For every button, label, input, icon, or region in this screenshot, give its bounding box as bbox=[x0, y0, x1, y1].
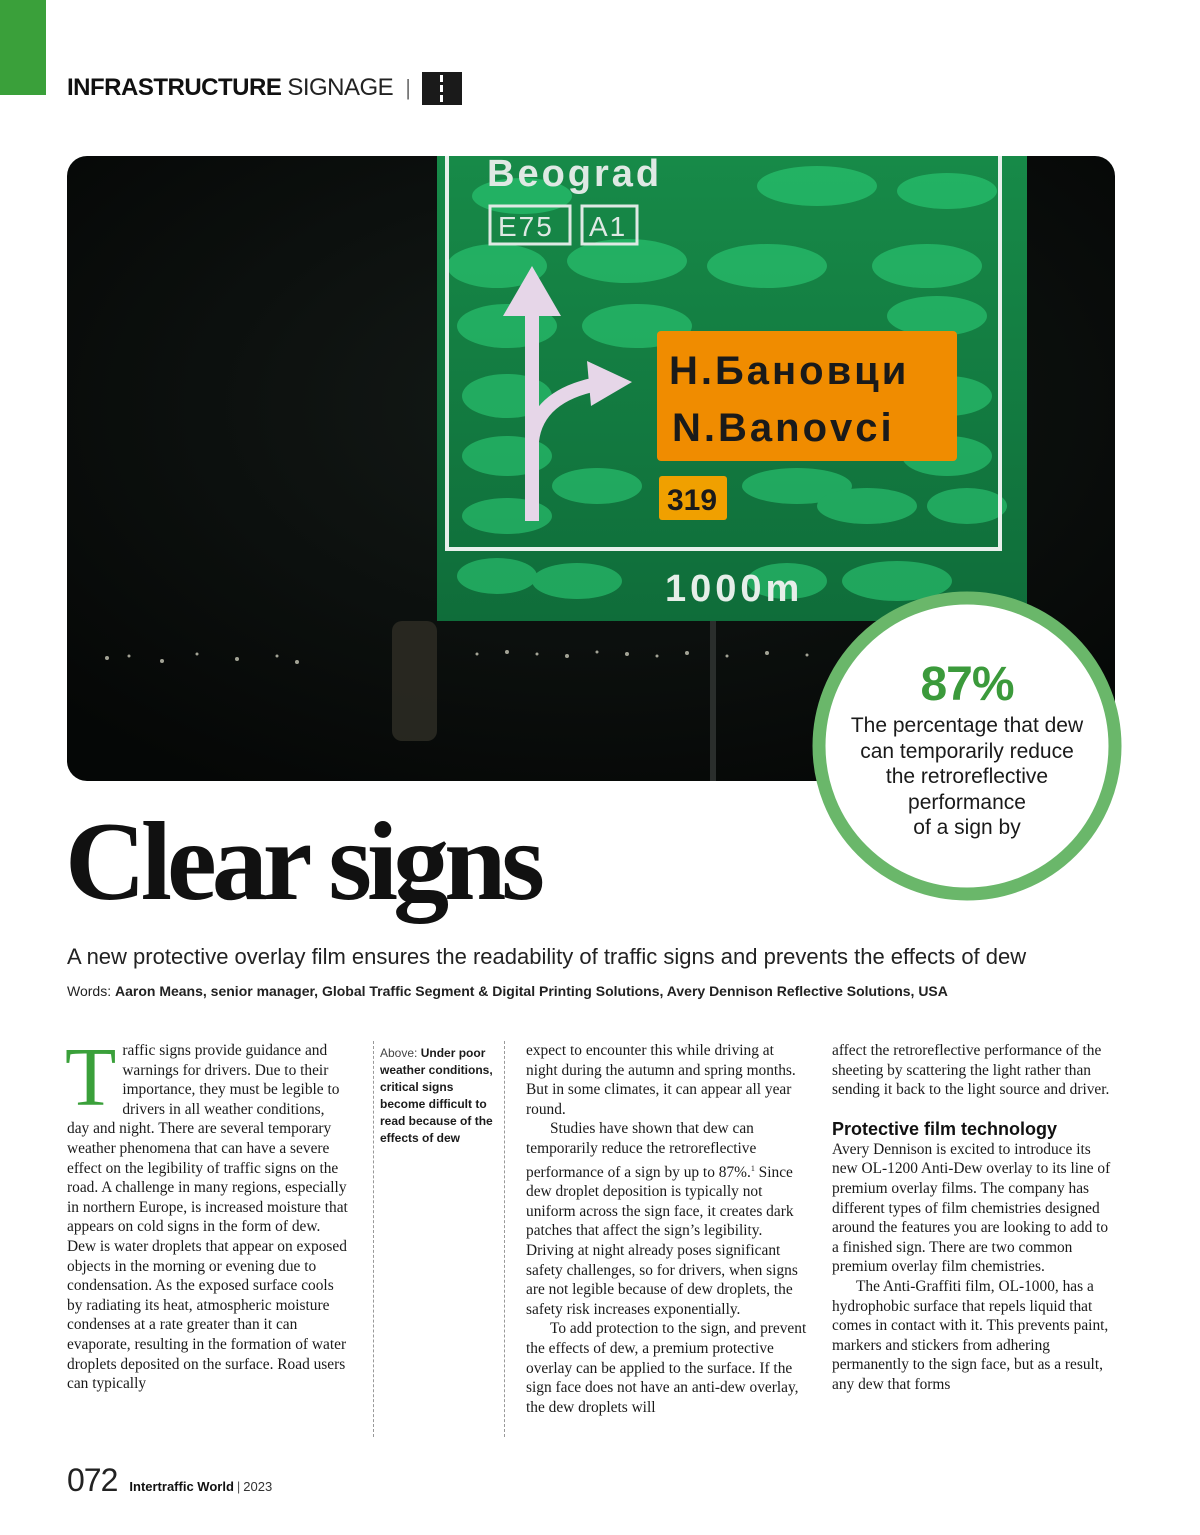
section-subhead: Protective film technology bbox=[832, 1118, 1058, 1139]
subsection-name: SIGNAGE bbox=[287, 74, 394, 101]
sign-distance: 1000m bbox=[665, 568, 804, 610]
body-paragraph: expect to encounter this while driving at night during the autumn and spring months. But in some climates, it can appear all year round. bbox=[526, 1042, 796, 1118]
header-separator: | bbox=[405, 75, 411, 100]
section-header bbox=[67, 72, 462, 104]
section-color-tab bbox=[0, 0, 46, 95]
stat-description: The percentage that dew can temporarily reduce the retroreflective performance of a sign by bbox=[850, 714, 1084, 839]
body-paragraph: To add protection to the sign, and prevent the effects of dew, a premium protective overlay can be applied to the surface. If the sign face does not have an anti-dew overlay, the dew droplets will bbox=[526, 1320, 807, 1416]
article-title: Clear signs bbox=[65, 800, 540, 924]
column-divider bbox=[373, 1041, 374, 1437]
body-paragraph: raffic signs provide guidance and warnings for drivers. Due to their importance, they must be legible to drivers in all weather conditions, day and night. There are several temporary weather phenomena that can have a severe effect on the legibility of traffic signs on the road. A challenge in many regions, especially in northern Europe, is increased moisture that appears on cold signs in the form of dew. Dew is water droplets that appear on exposed objects in the morning or evening due to condensation. As the exposed surface cools by radiating its heat, atmospheric moisture condenses at a rate greater than it can evaporate, resulting in the formation of water droplets deposited on the surface. Road users can typically bbox=[67, 1042, 348, 1393]
page-footer bbox=[67, 1462, 272, 1498]
sign-exit-cyrillic: Н.Бановци bbox=[669, 349, 910, 393]
sign-route-a: A1 bbox=[589, 211, 628, 242]
publication-name: Intertraffic World bbox=[129, 1479, 234, 1494]
photo-caption bbox=[380, 1045, 500, 1147]
article-column-3 bbox=[832, 1041, 1118, 1395]
caption-text: Under poor weather conditions, critical signs become difficult to read because of the effects of dew bbox=[380, 1046, 493, 1145]
byline-label: Words: bbox=[67, 983, 112, 999]
article-byline bbox=[67, 983, 948, 999]
footer-separator: | bbox=[236, 1479, 241, 1494]
drop-cap: T bbox=[65, 1031, 117, 1124]
stat-callout bbox=[804, 583, 1130, 909]
article-standfirst: A new protective overlay film ensures the readability of traffic signs and prevents the effects of dew bbox=[67, 944, 1027, 969]
article-column-2 bbox=[526, 1041, 809, 1417]
sign-road-number: 319 bbox=[667, 484, 718, 517]
column-divider bbox=[504, 1041, 505, 1437]
page-number: 072 bbox=[67, 1462, 118, 1498]
byline-author: Aaron Means, senior manager, Global Traffic Segment & Digital Printing Solutions, Avery Dennison Reflective Solutions, USA bbox=[114, 983, 948, 999]
body-paragraph: The Anti-Graffiti film, OL-1000, has a hydrophobic surface that repels liquid that comes in contact with it. This prevents paint, markers and stickers from adhering permanently to the sign face, but as a result, any dew that forms bbox=[832, 1277, 1109, 1393]
stat-value: 87% bbox=[920, 658, 1014, 711]
section-name: INFRASTRUCTURE bbox=[67, 74, 282, 101]
body-paragraph: Studies have shown that dew can temporarily reduce the retroreflective performance of a sign by up to 87%.$^1$ Since dew droplet deposition is typically not uniform across the sign face, it creates dark patches that affect the sign’s legibility. Driving at night already poses significant safety challenges, so for drivers, when signs are not legible because of dew droplets, the safety risk increases exponentially. bbox=[526, 1120, 798, 1318]
footnote-ref: 1 bbox=[750, 1163, 755, 1173]
sign-route-e: E75 bbox=[498, 211, 554, 242]
article-column-1 bbox=[65, 1031, 350, 1394]
road-icon bbox=[422, 72, 462, 105]
body-paragraph: affect the retroreflective performance of the sheeting by scattering the light rather than sending it back to the light source and driver. bbox=[832, 1042, 1110, 1099]
publication-year: 2023 bbox=[243, 1479, 273, 1494]
body-paragraph: Avery Dennison is excited to introduce its new OL-1200 Anti-Dew overlay to its line of premium overlay films. The company has different types of film chemistries designed around the features you are looking to add to a finished sign. There are two common premium overlay film chemistries. bbox=[832, 1140, 1111, 1276]
sign-destination: Beograd bbox=[487, 156, 663, 195]
caption-label: Above: bbox=[380, 1046, 418, 1060]
sign-exit-latin: N.Banovci bbox=[672, 406, 895, 450]
